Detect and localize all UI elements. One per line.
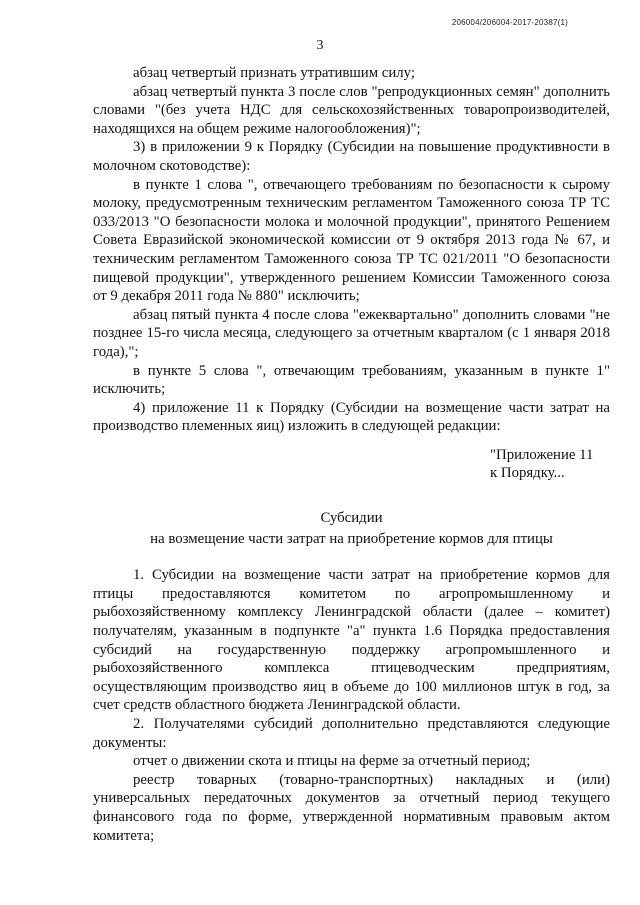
- page-number: 3: [316, 38, 324, 53]
- paragraph: отчет о движении скота и птицы на ферме за отчетный период;: [133, 753, 531, 770]
- section-subtitle: на возмещение части затрат на приобретение кормов для птицы: [150, 530, 553, 547]
- paragraph: 2. Получателями субсидий дополнительно представляются следующие документы:: [93, 716, 610, 751]
- document-id: 206004/206004-2017-20387(1): [451, 18, 568, 27]
- appendix-reference-line: "Приложение 11: [490, 446, 594, 463]
- paragraph: 4) приложение 11 к Порядку (Субсидии на возмещение части затрат на производство племенных яиц) изложить в следующей редакции:: [93, 399, 610, 435]
- section-title: Субсидии: [320, 510, 383, 527]
- paragraph: 3) в приложении 9 к Порядку (Субсидии на повышение продуктивности в молочном скотоводстве):: [93, 139, 610, 174]
- paragraph: абзац пятый пункта 4 после слова "ежеквартально" дополнить словами "не позднее 15-го числа месяца, следующего за отчетным кварталом (с 1 января 2018 года),";: [93, 306, 610, 360]
- spacer: [93, 548, 610, 566]
- appendix-reference: [490, 446, 610, 483]
- paragraph: в пункте 5 слова ", отвечающим требованиям, указанным в пункте 1" исключить;: [93, 362, 610, 398]
- appendix-reference-line: к Порядку...: [490, 465, 565, 482]
- document-body: [93, 64, 610, 845]
- paragraph: абзац четвертый признать утратившим силу;: [133, 65, 415, 81]
- paragraph: реестр товарных (товарно-транспортных) накладных и (или) универсальных передаточных документов за отчетный период текущего финансового года по форме, утвержденной нормативным правовым актом комитета;: [93, 771, 610, 844]
- paragraph: абзац четвертый пункта 3 после слов "репродукционных семян" дополнить словами "(без учета НДС для сельскохозяйственных товаропроизводителей, находящихся на общем режиме налогообложения)";: [93, 83, 610, 137]
- paragraph: 1. Субсидии на возмещение части затрат на приобретение кормов для птицы предоставляются комитетом по агропромышленному и рыбохозяйственному комплексу Ленинградской области (далее – комитет) получателям, указанным в подпункте "а" пункта 1.6 Порядка предоставления субсидий на государственную поддержку агропромышленного и рыбохозяйственного комплекса птицеводческим предприятиям, осуществляющим производство яиц в объеме до 100 миллионов штук в год, за счет средств областного бюджета Ленинградской области.: [93, 567, 610, 714]
- paragraph: в пункте 1 слова ", отвечающего требованиям по безопасности к сырому молоку, предусмотренным техническим регламентом Таможенного союза ТР ТС 033/2013 "О безопасности молока и молочной продукции", принятого Решением Совета Евразийской экономической комиссии от 9 октября 2013 года № 67, и техническим регламентом Таможенного союза ТР ТС 021/2011 "О безопасности пищевой продукции", утвержденного решением Комиссии Таможенного союза от 9 декабря 2011 года № 880" исключить;: [93, 176, 610, 305]
